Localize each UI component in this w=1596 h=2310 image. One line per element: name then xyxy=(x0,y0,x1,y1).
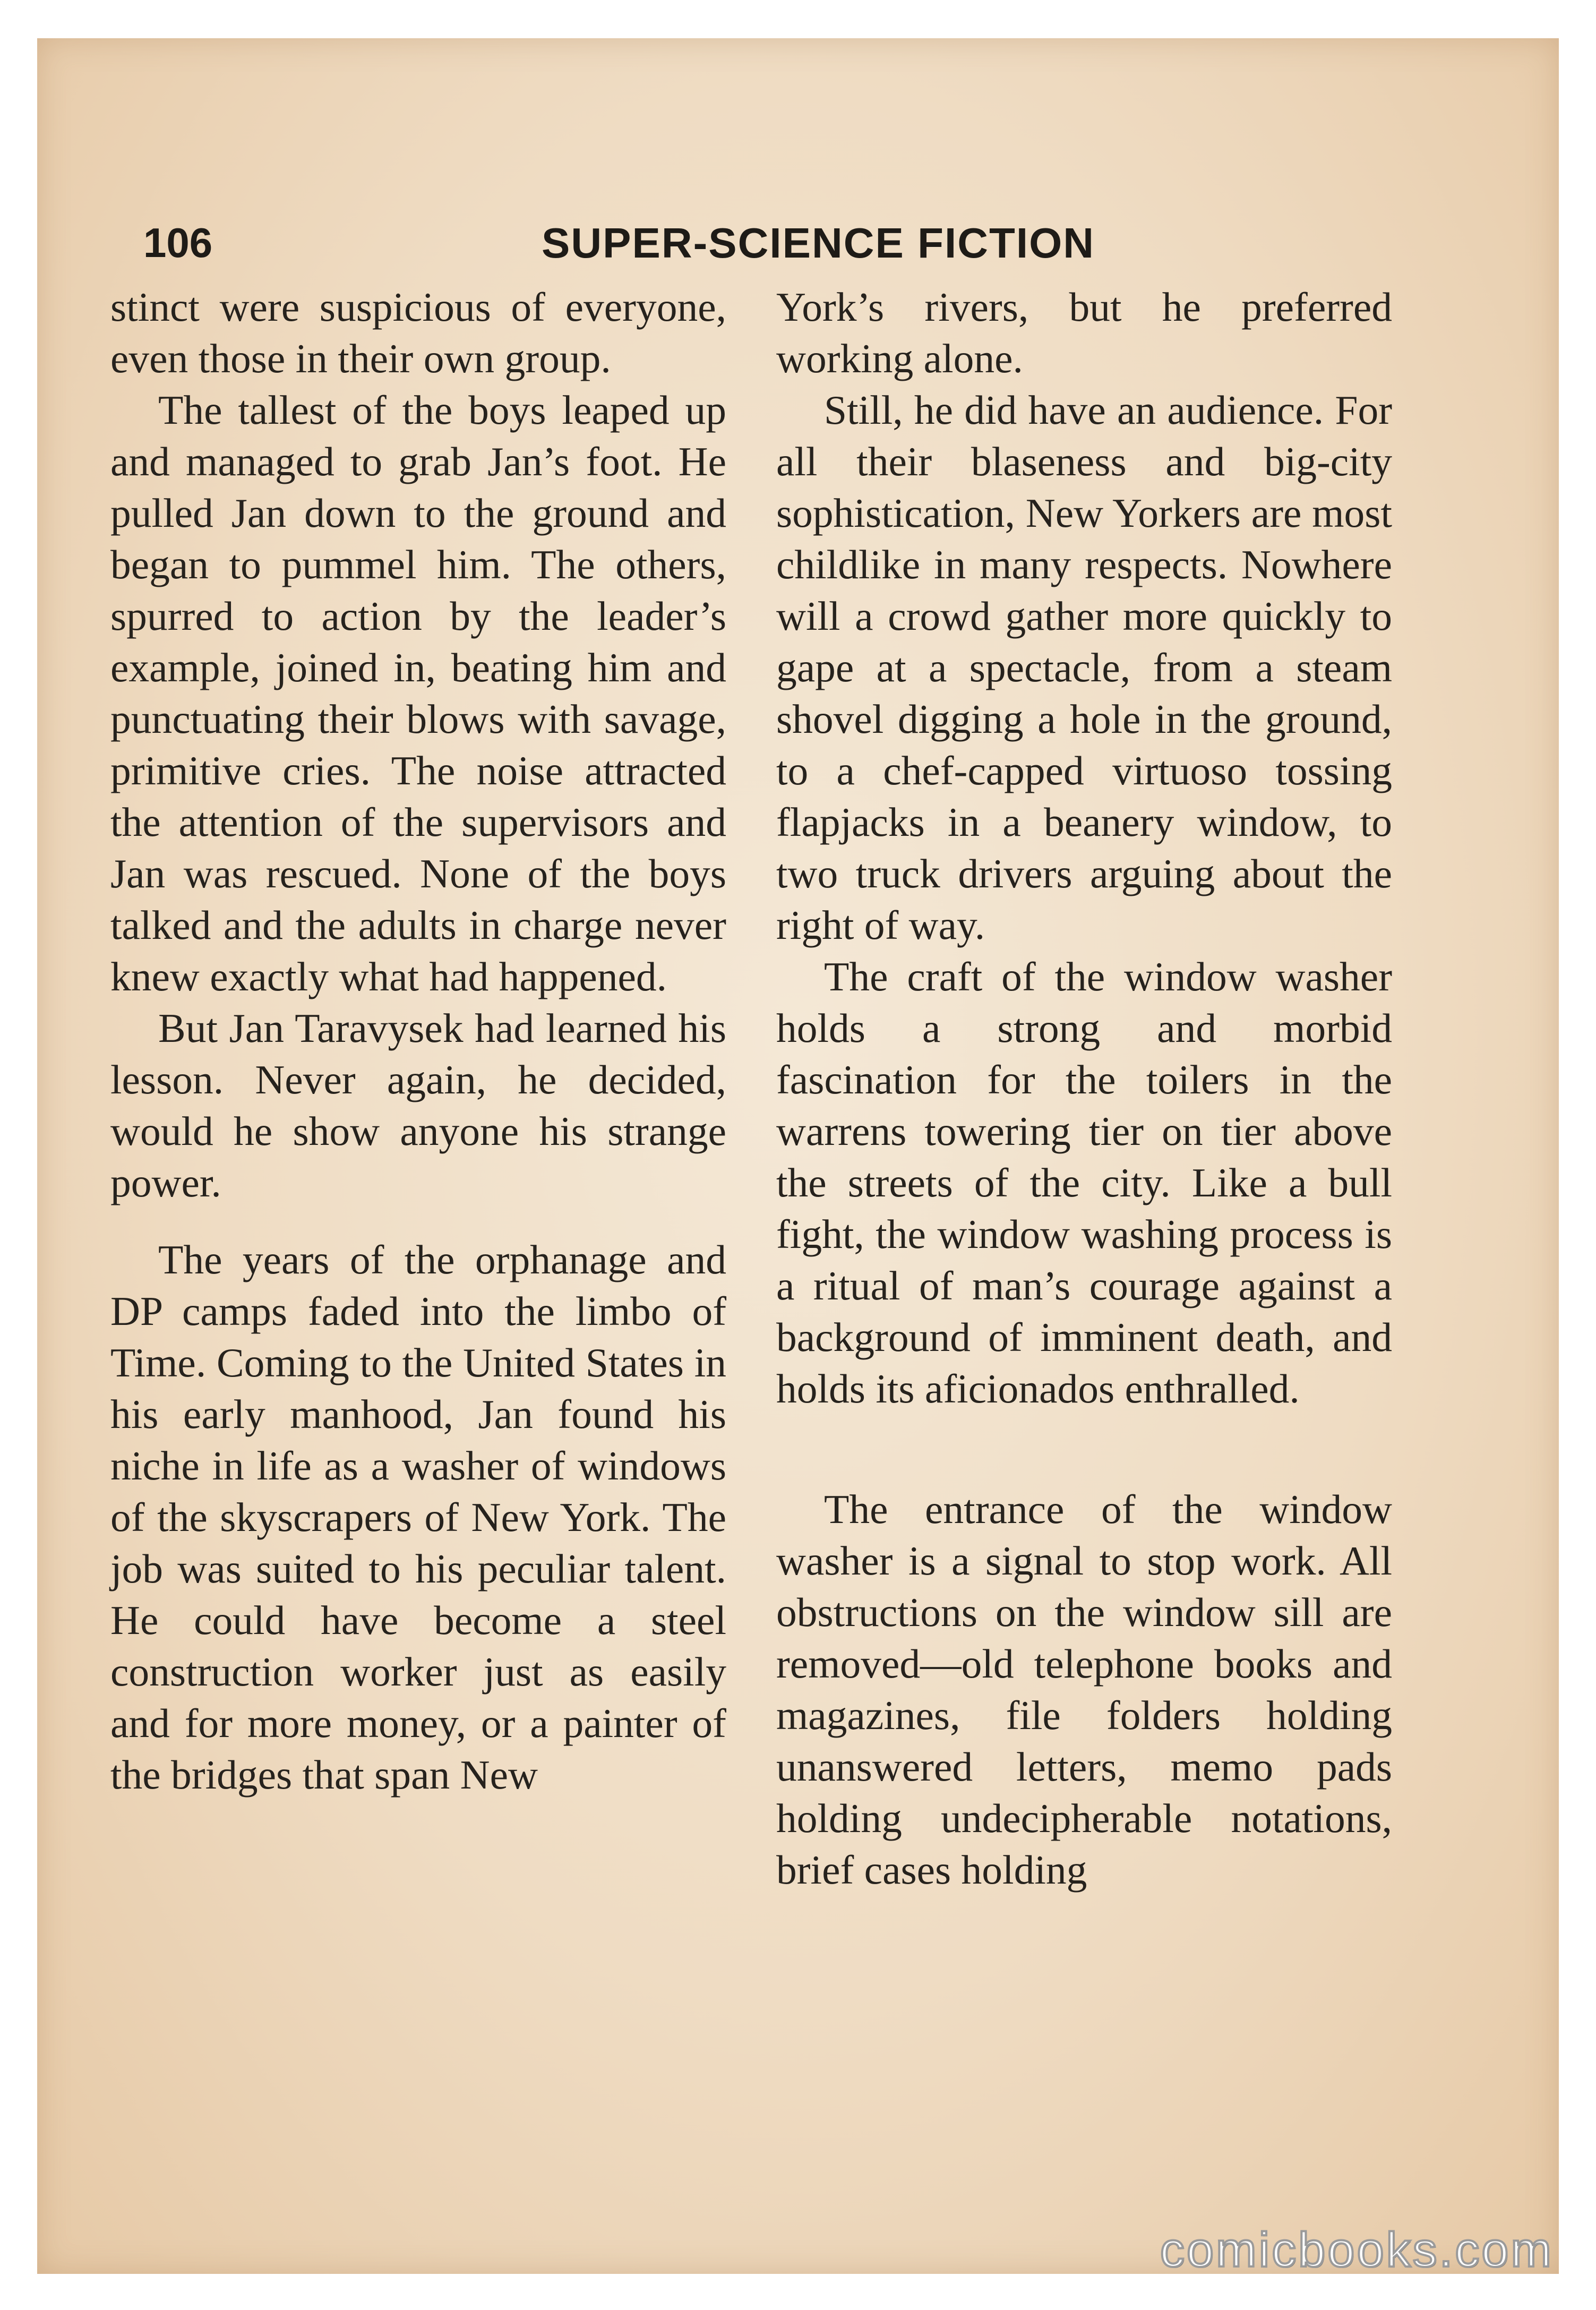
site-watermark: comicbooks.com xyxy=(1160,2223,1554,2277)
left-paragraph-2: The tallest of the boys leaped up and managed to grab Jan’s foot. He pulled Jan down to the ground and began to pummel him. The others, spurred to action by the leader’s example, joined in, beating him and punctuating their blows with savage, primitive cries. The noise attracted the attention of the supervisors and Jan was rescued. None of the boys talked and the adults in charge never knew exactly what had happened. xyxy=(110,387,726,999)
running-title: SUPER-SCIENCE FICTION xyxy=(542,219,1095,267)
right-paragraph-2: Still, he did have an audience. For all their blaseness and big-city sophistication, New Yorkers are most childlike in many respects. Nowhere will a crowd gather more quickly to gape at a spectacle, from a steam shovel digging a hole in the ground, to a chef-capped virtuoso tossing flapjacks in a beanery window, to two truck drivers arguing about the right of way. xyxy=(776,387,1392,948)
page-header xyxy=(143,219,1503,283)
left-paragraph-1: stinct were suspicious of everyone, even those in their own group. xyxy=(110,284,726,381)
right-paragraph-1: York’s rivers, but he preferred working alone. xyxy=(776,284,1392,381)
right-column xyxy=(776,281,1392,1896)
page-number: 106 xyxy=(143,219,213,266)
left-column xyxy=(110,281,726,1801)
left-paragraph-3: But Jan Taravysek had learned his lesson. Never again, he decided, would he show anyone his strange power. xyxy=(110,1005,726,1205)
right-paragraph-3: The craft of the window washer holds a strong and morbid fascination for the toilers in the warrens towering tier on tier above the streets of the city. Like a bull fight, the window washing process is a ritual of man’s courage against a background of imminent death, and holds its aficionados enthralled. xyxy=(776,954,1392,1411)
left-paragraph-4: The years of the orphanage and DP camps faded into the limbo of Time. Coming to the United States in his early manhood, Jan found his niche in life as a washer of windows of the skyscrapers of New York. The job was suited to his peculiar talent. He could have become a steel construction worker just as easily and for more money, or a painter of the bridges that span New xyxy=(110,1237,726,1798)
right-paragraph-4: The entrance of the window washer is a signal to stop work. All obstructions on the window sill are removed—old telephone books and magazines, file folders holding unanswered letters, memo pads holding undecipherable notations, brief cases holding xyxy=(776,1486,1392,1893)
